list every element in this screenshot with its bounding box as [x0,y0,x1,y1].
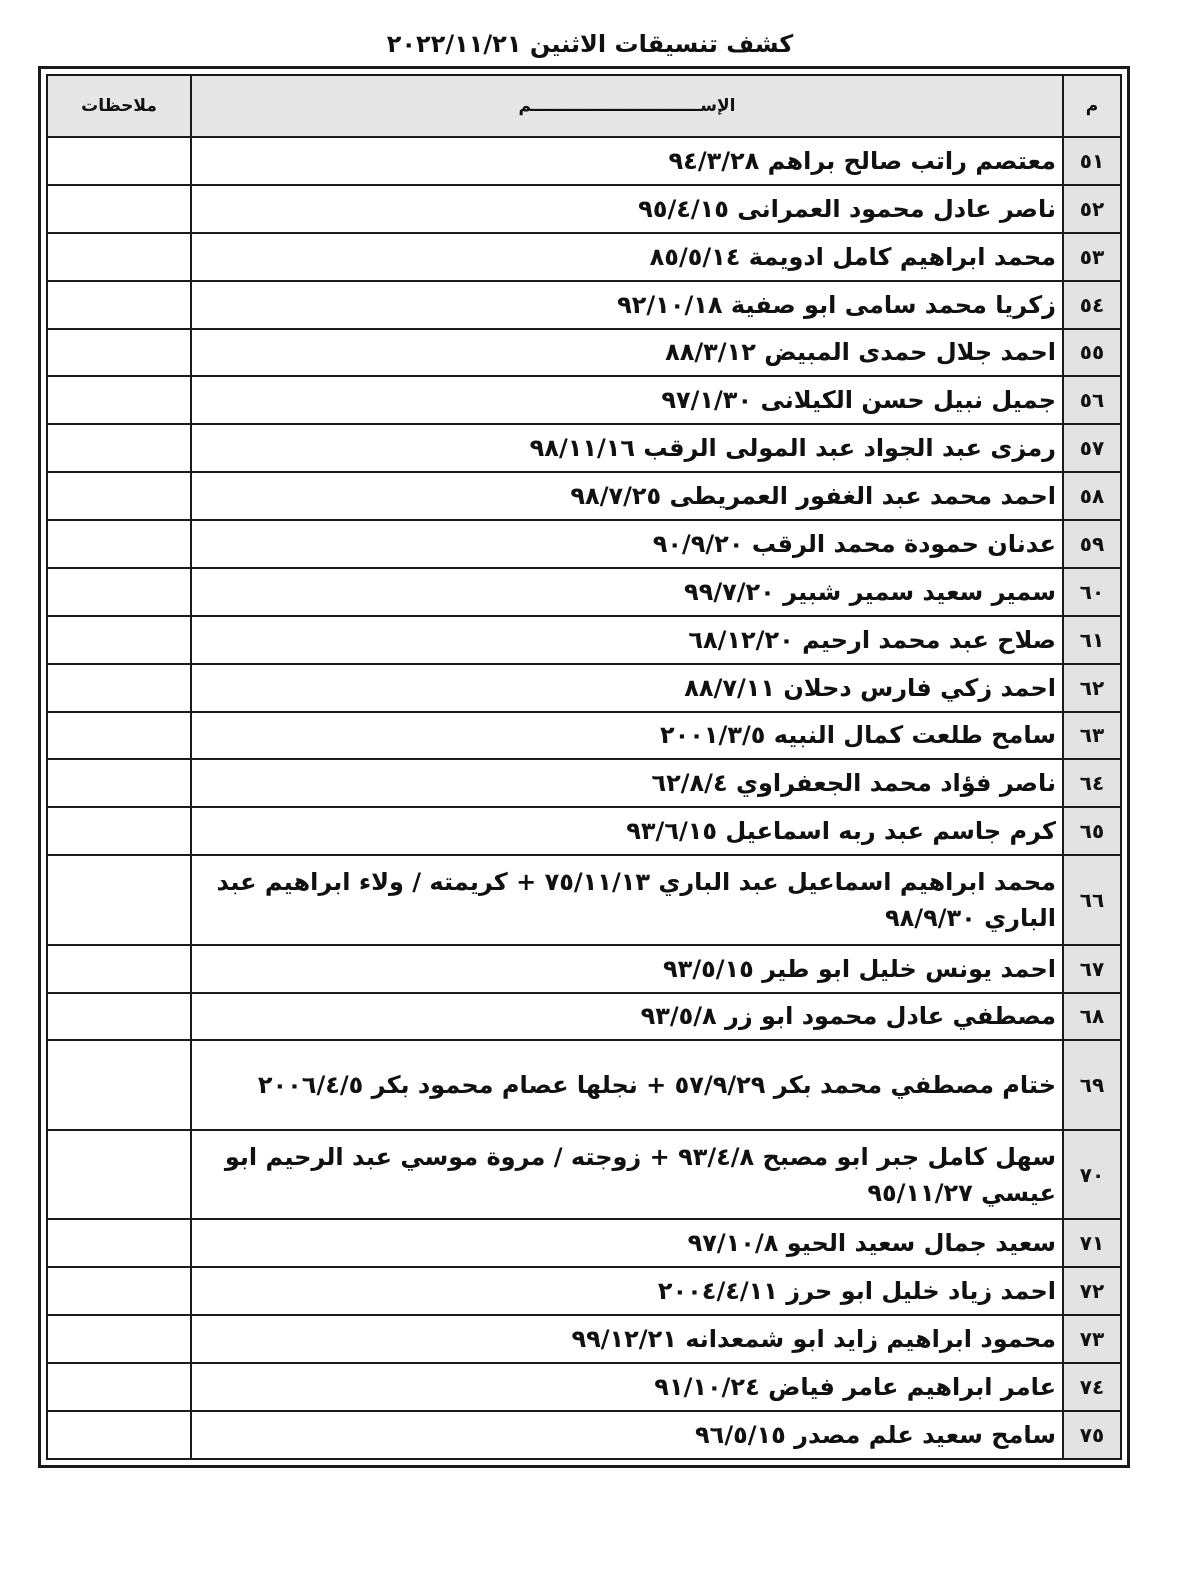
table-row [47,616,1121,664]
row-name: صلاح عبد محمد ارحيم ٦٨/١٢/٢٠ [191,616,1063,664]
row-notes [47,1040,191,1130]
row-name: ناصر فؤاد محمد الجعفراوي ٦٢/٨/٤ [191,759,1063,807]
header-notes: ملاحظات [47,75,191,137]
row-name: عامر ابراهيم عامر فياض ٩١/١٠/٢٤ [191,1363,1063,1411]
table-row [47,1219,1121,1267]
table-row [47,1411,1121,1459]
row-number: ٥١ [1063,137,1121,185]
row-notes [47,1267,191,1315]
table-row [47,568,1121,616]
row-name: ختام مصطفي محمد بكر ٥٧/٩/٢٩ + نجلها عصام محمود بكر ٢٠٠٦/٤/٥ [191,1040,1063,1130]
row-name: ناصر عادل محمود العمرانى ٩٥/٤/١٥ [191,185,1063,233]
table-row [47,520,1121,568]
row-name: احمد جلال حمدى المبيض ٨٨/٣/١٢ [191,329,1063,377]
header-row [47,75,1121,137]
row-name: معتصم راتب صالح براهم ٩٤/٣/٢٨ [191,137,1063,185]
row-notes [47,616,191,664]
row-name: احمد محمد عبد الغفور العمريطى ٩٨/٧/٢٥ [191,472,1063,520]
document-title: كشف تنسيقات الاثنين ٢٠٢٢/١١/٢١ [386,30,794,58]
row-number: ٧٥ [1063,1411,1121,1459]
row-name: محمود ابراهيم زايد ابو شمعدانه ٩٩/١٢/٢١ [191,1315,1063,1363]
row-notes [47,1219,191,1267]
row-notes [47,233,191,281]
row-notes [47,945,191,993]
table-row [47,233,1121,281]
row-name: سهل كامل جبر ابو مصبح ٩٣/٤/٨ + زوجته / مروة موسي عبد الرحيم ابو عيسي ٩٥/١١/٢٧ [191,1130,1063,1220]
row-number: ٥٨ [1063,472,1121,520]
row-name: سامح طلعت كمال النبيه ٢٠٠١/٣/٥ [191,712,1063,760]
row-notes [47,520,191,568]
row-number: ٦٦ [1063,855,1121,945]
row-name: احمد زياد خليل ابو حرز ٢٠٠٤/٤/١١ [191,1267,1063,1315]
row-notes [47,281,191,329]
row-notes [47,185,191,233]
row-number: ٦٩ [1063,1040,1121,1130]
row-number: ٥٤ [1063,281,1121,329]
header-number: م [1063,75,1121,137]
table-row [47,1315,1121,1363]
row-number: ٥٢ [1063,185,1121,233]
row-number: ٦٢ [1063,664,1121,712]
row-name: رمزى عبد الجواد عبد المولى الرقب ٩٨/١١/١٦ [191,424,1063,472]
row-notes [47,472,191,520]
row-notes [47,137,191,185]
row-name: سمير سعيد سمير شبير ٩٩/٧/٢٠ [191,568,1063,616]
table-row [47,1130,1121,1220]
table-row [47,424,1121,472]
table-row [47,664,1121,712]
row-name: جميل نبيل حسن الكيلانى ٩٧/١/٣٠ [191,376,1063,424]
row-notes [47,1411,191,1459]
row-name: مصطفي عادل محمود ابو زر ٩٣/٥/٨ [191,993,1063,1041]
table-row [47,855,1121,945]
row-notes [47,993,191,1041]
row-notes [47,855,191,945]
row-name: عدنان حمودة محمد الرقب ٩٠/٩/٢٠ [191,520,1063,568]
table-row [47,945,1121,993]
row-name: سامح سعيد علم مصدر ٩٦/٥/١٥ [191,1411,1063,1459]
row-number: ٧١ [1063,1219,1121,1267]
row-notes [47,759,191,807]
table-row [47,1040,1121,1130]
row-name: احمد زكي فارس دحلان ٨٨/٧/١١ [191,664,1063,712]
table-row [47,472,1121,520]
table-row [47,1363,1121,1411]
roster-table [46,74,1122,1460]
row-number: ٦٣ [1063,712,1121,760]
row-notes [47,664,191,712]
row-notes [47,1130,191,1220]
row-number: ٦٥ [1063,807,1121,855]
row-number: ٦٤ [1063,759,1121,807]
row-notes [47,1363,191,1411]
row-number: ٥٧ [1063,424,1121,472]
row-name: سعيد جمال سعيد الحيو ٩٧/١٠/٨ [191,1219,1063,1267]
row-number: ٥٥ [1063,329,1121,377]
row-name: احمد يونس خليل ابو طير ٩٣/٥/١٥ [191,945,1063,993]
row-number: ٥٩ [1063,520,1121,568]
row-name: زكريا محمد سامى ابو صفية ٩٢/١٠/١٨ [191,281,1063,329]
row-notes [47,568,191,616]
roster-sheet [38,66,1130,1468]
row-notes [47,424,191,472]
row-number: ٦٠ [1063,568,1121,616]
row-number: ٧٠ [1063,1130,1121,1220]
row-number: ٥٦ [1063,376,1121,424]
row-number: ٥٣ [1063,233,1121,281]
row-number: ٧٢ [1063,1267,1121,1315]
row-number: ٧٤ [1063,1363,1121,1411]
table-row [47,185,1121,233]
row-notes [47,1315,191,1363]
table-row [47,376,1121,424]
table-row [47,137,1121,185]
table-row [47,807,1121,855]
row-notes [47,329,191,377]
row-number: ٦١ [1063,616,1121,664]
table-row [47,759,1121,807]
row-notes [47,376,191,424]
table-row [47,329,1121,377]
header-name: الإســـــــــــــــــــــــــــــم [191,75,1063,137]
table-row [47,993,1121,1041]
row-name: محمد ابراهيم كامل ادويمة ٨٥/٥/١٤ [191,233,1063,281]
table-row [47,1267,1121,1315]
row-number: ٦٧ [1063,945,1121,993]
row-name: كرم جاسم عبد ربه اسماعيل ٩٣/٦/١٥ [191,807,1063,855]
table-row [47,281,1121,329]
row-name: محمد ابراهيم اسماعيل عبد الباري ٧٥/١١/١٣ + كريمته / ولاء ابراهيم عبد الباري ٩٨/٩/٣٠ [191,855,1063,945]
row-number: ٦٨ [1063,993,1121,1041]
row-notes [47,807,191,855]
table-row [47,712,1121,760]
row-notes [47,712,191,760]
row-number: ٧٣ [1063,1315,1121,1363]
